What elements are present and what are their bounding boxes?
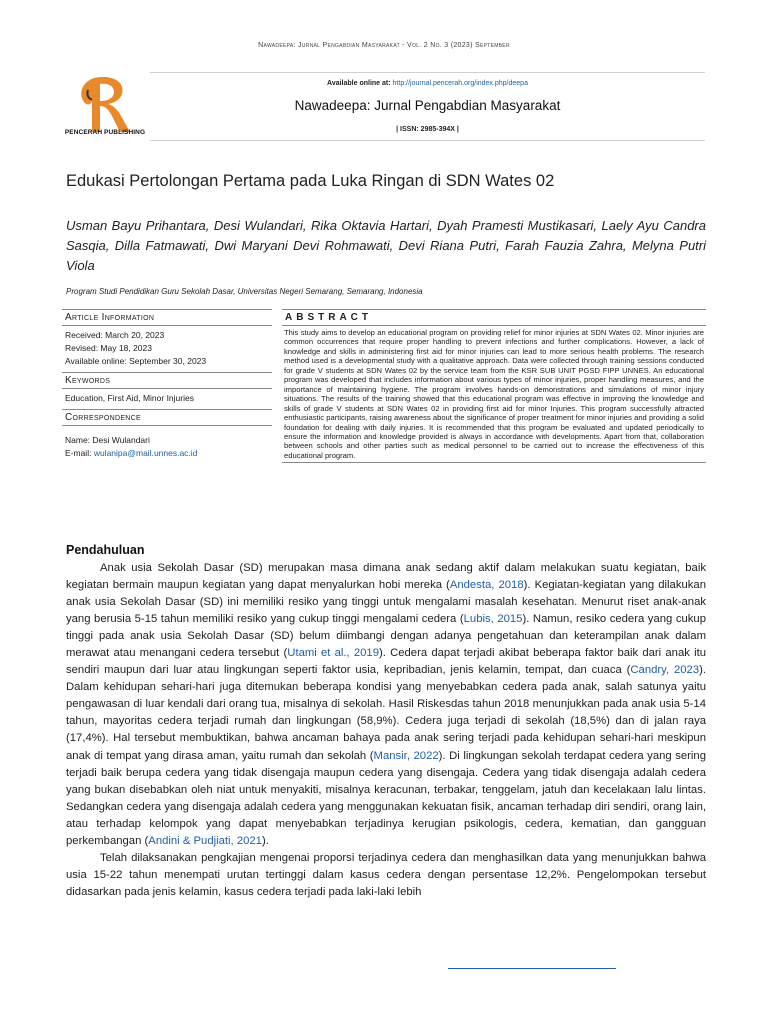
email-label: E-mail: (65, 448, 94, 458)
article-dates (62, 326, 272, 372)
affiliation: Program Studi Pendidikan Guru Sekolah Dasar, Universitas Negeri Semarang, Semarang, Indonesia (66, 287, 423, 296)
article-title: Edukasi Pertolongan Pertama pada Luka Ringan di SDN Wates 02 (66, 172, 555, 190)
paragraph-2: Telah dilaksanakan pengkajian mengenai proporsi terjadinya cedera dan menghasilkan data yang menunjukkan bahwa usia 15-22 tahun menempati urutan tertinggi dalam kasus cedera dengan persentase 12,2%. Pengelompokan tersebut didasarkan pada jenis kelamin, kasus cedera terjadi pada laki-laki lebih (66, 851, 706, 898)
revised-date: Revised: May 18, 2023 (65, 343, 152, 353)
citation-link[interactable]: Utami et al., 2019 (287, 647, 379, 660)
abstract-text: This study aims to develop an educational program on providing relief for minor injuries at SDN Wates 02. Minor injuries are common occurrences that require proper handling to prevent infections and further complications. However, a lack of knowledge and skills in administering first aid for minor injuries can lead to more serious health problems. The research method used is a developmental study with a qualitative approach. Data were collected through training sessions conducted for grade V students at SDN Wates 02 by the service team from the KSR SUB UNIT PGSD FIPP UNNES. An educational program was developed that includes information about various types of minor injuries, proper handling measures, and the importance of maintaining hygiene. The program involves hands-on demonstrations and simulations of minor injury situations. The results of the training showed that this educational program was effective in improving the knowledge and skills of grade V students at SDN Wates 02 in providing first aid for minor Injuries. This program successfully attracted enthusiastic participants, raising awareness about the significance of proper treatment for minor injuries and providing a solid foundation for dealing with daily injuries. It is recommended that this program be evaluated and updated periodically to ensure the information and knowledge provided is always in accordance with developments. Apart from that, collaboration between schools and other parties such as medical personnel to be carried out to increase the effectiveness of this educational program. (282, 326, 706, 463)
email-link[interactable]: wulanipa@mail.unnes.ac.id (93, 448, 198, 458)
issn: | ISSN: 2985-394X | (396, 126, 459, 133)
available-label: Available online at: (327, 80, 391, 87)
journal-name: Nawadeepa: Jurnal Pengabdian Masyarakat (294, 98, 561, 113)
body-text (66, 560, 706, 901)
text-run: ). Kegiatan-kegiatan yang dilakukan anak usia Sekolah Dasar (SD) ini memiliki resiko yang tinggi untuk mengalami masalah kesehatan. Menurut riset anak-anak yang berusia 5-15 tahun memiliki resiko yang cukup tinggi mengalami cedera ( (66, 579, 706, 626)
available-date: Available online: September 30, 2023 (65, 356, 207, 366)
received-date: Received: March 20, 2023 (65, 330, 165, 340)
correspondence (62, 426, 272, 464)
journal-url-link[interactable]: http://journal.pencerah.org/index.php/deepa (392, 80, 528, 87)
authors: Usman Bayu Prihantara, Desi Wulandari, Rika Oktavia Hartari, Dyah Pramesti Mustikasari, Laely Ayu Candra Sasqia, Dilla Fatmawati, Dwi Maryani Devi Rohmawati, Devi Riana Putri, Farah Fauzia Zahra, Melyna Putri Viola (66, 218, 706, 273)
keywords-heading: Keywords (62, 372, 272, 389)
header-rule-bottom (150, 140, 705, 141)
header-rule-top (150, 72, 705, 73)
text-run: ). Di lingkungan sekolah terdapat cedera yang sering terjadi baik berupa cedera yang tidak disengaja maupun cedera yang disengaja. Cedera yang tidak disengaja adalah cedera yang bukan disebabkan oleh niat untuk menyakiti, misalnya keracunan, terbakar, tenggelam, jatuh dan kecelakaan lalu lintas. Sedangkan cedera yang disengaja adalah cedera yang menggunakan kekuatan fisik, ancaman terhadap diri sendiri, orang lain, atau terhadap kelompok yang dapat menyebabkan terjadinya kerugian psikologis, cedera, kematian, dan gangguan perkembangan ( (66, 749, 707, 847)
text-run: ). (261, 834, 269, 847)
article-info-panel (62, 309, 272, 464)
text-run: ). Dalam kehidupan sehari-hari juga ditemukan beberapa kondisi yang menyebabkan cedera pada anak, salah satunya yaitu pengawasan di luar kendali dari orang tua, misalnya di sekolah. Hasil Riskesdas tahun 2018 menunjukkan pada anak usia 5-14 tahun, mayoritas cedera terjadi rumah dan lingkungan (58,9%). Cedera juga terjadi di sekolah (18,5%) dan di jalan raya (17,4%). Hal tersebut membuktikan, bahwa ancaman bahaya pada anak sering terjadi pada kehidupan sehari-hari meskipun anak di tempat yang dirasa aman, yaitu rumah dan sekolah ( (66, 664, 706, 762)
text-run: Anak usia Sekolah Dasar (SD) merupakan masa dimana anak sedang aktif dalam melakukan suatu kegiatan, baik kegiatan bermain maupun kegiatan yang dapat menyalurkan hobi mereka ( (66, 562, 706, 592)
correspondence-heading: Correspondence (62, 409, 272, 426)
publisher-name: PENCERAH PUBLISHING (64, 129, 146, 136)
abstract-heading: ABSTRACT (282, 309, 706, 326)
correspondence-email (65, 447, 269, 460)
footnote-rule (448, 968, 616, 969)
abstract-panel (282, 309, 706, 463)
available-online (150, 80, 705, 87)
running-head: Nawadeepa: Jurnal Pengabdian Masyarakat - Vol. 2 No. 3 (2023) September (258, 42, 510, 49)
section-title: Pendahuluan (66, 543, 145, 557)
citation-link[interactable]: Andini & Pudjiati, 2021 (148, 834, 262, 847)
citation-link[interactable]: Andesta, 2018 (449, 579, 524, 592)
keywords: Education, First Aid, Minor Injuries (65, 393, 194, 403)
correspondence-name: Name: Desi Wulandari (65, 435, 150, 445)
citation-link[interactable]: Lubis, 2015 (463, 613, 523, 626)
citation-link[interactable]: Candry, 2023 (630, 664, 700, 677)
text-run: ). Namun, resiko cedera yang cukup tinggi pada anak usia Sekolah Dasar (SD) belum diimbangi dengan adanya pengetahuan dan keterampilan anak dalam merawat atau menangani cedera tersebut ( (66, 613, 706, 660)
citation-link[interactable]: Mansir, 2022 (373, 749, 439, 762)
article-info-heading: Article Information (62, 309, 272, 326)
text-run: ). Cedera dapat terjadi akibat beberapa faktor baik dari anak itu sendiri maupun dari luar atau lingkungan seperti faktor usia, kepribadian, jenis kelamin, tempat, dan cuaca ( (66, 647, 706, 677)
paragraph-1 (66, 560, 706, 850)
